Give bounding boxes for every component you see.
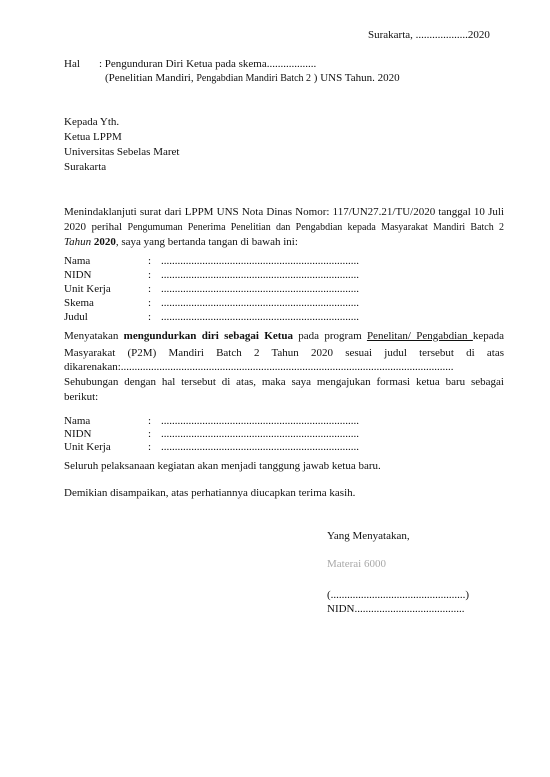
form-label: Unit Kerja bbox=[64, 283, 111, 295]
recipient-line1: Kepada Yth. bbox=[64, 116, 120, 128]
intro-line2: 2020 perihal Pengumuman Penerima Penelitian dan Pengabdian kepada Masyarakat Mandiri Batch 2 bbox=[64, 221, 504, 233]
form-fill-line: ........................................................................ bbox=[161, 428, 359, 440]
form-label: Judul bbox=[64, 311, 88, 323]
form-label: Skema bbox=[64, 297, 94, 309]
recipient-line3: Universitas Sebelas Maret bbox=[64, 146, 180, 158]
form-label: NIDN bbox=[64, 269, 92, 281]
closing-line2: Demikian disampaikan, atas perhatiannya diucapkan terima kasih. bbox=[64, 487, 356, 499]
statement-line4: Sehubungan dengan hal tersebut di atas, maka saya mengajukan formasi ketua baru sebagai bbox=[64, 376, 504, 388]
statement-line3: dikarenakan:......................................................................................................................... bbox=[64, 361, 454, 373]
letter-page: Surakarta, ...................2020 Hal : Pengunduran Diri Ketua pada skema.................. (Penelitian Mandiri, Pengabdian Mandiri Batch 2 ) UNS Tahun. 2020 Kepada Yth. Ketua LPPM Universitas Sebelas Maret Surakarta Menindaklanjuti surat dari LPPM UNS Nota Dinas Nomor: 117/UN27.21/TU/2020 tanggal 10 Juli 2020 perihal Pengumuman Penerima Penelitian dan Pengabdian kepada Masyarakat Mandiri Batch 2 Tahun 2020, saya yang bertanda tangan di bawah ini: Nama : ........................................................................ NIDN : ........................................................................ Unit Kerja : ........................................................................ Skema : ........................................................................ Judul : ........................................................................ Menyatakan mengundurkan diri sebagai Ketua pada program Penelitan/ Pengabdian kepada Masyarakat (P2M) Mandiri Batch 2 Tahun 2020 sesuai judul tersebut di atas dikarenakan:......................................................................................................................... Sehubungan dengan hal tersebut di atas, maka saya mengajukan formasi ketua baru sebagai berikut: Nama : ........................................................................ NIDN : ........................................................................ Unit Kerja : ........................................................................ Seluruh pelaksanaan kegiatan akan menjadi tanggung jawab ketua baru. Demikian disampaikan, atas perhatiannya diucapkan terima kasih. Yang Menyatakan, Materai 6000 (.................................................) NIDN........................................ bbox=[64, 29, 505, 615]
subject-label: Hal bbox=[64, 58, 80, 70]
signature-name: (.................................................) bbox=[327, 589, 470, 601]
form-label: Unit Kerja bbox=[64, 441, 111, 453]
statement-line2: Masyarakat (P2M) Mandiri Batch 2 Tahun 2020 sesuai judul tersebut di atas bbox=[64, 347, 504, 359]
signature-nidn: NIDN........................................ bbox=[327, 603, 465, 615]
stamp-placeholder: Materai 6000 bbox=[327, 558, 386, 570]
form-fill-line: ........................................................................ bbox=[161, 441, 359, 453]
intro-line3: Tahun 2020, saya yang bertanda tangan di bawah ini: bbox=[64, 236, 298, 248]
form-label: Nama bbox=[64, 255, 91, 267]
subject-line2: (Penelitian Mandiri, Pengabdian Mandiri Batch 2 ) UNS Tahun. 2020 bbox=[105, 72, 400, 84]
form-label: Nama bbox=[64, 415, 91, 427]
intro-line1: Menindaklanjuti surat dari LPPM UNS Nota Dinas Nomor: 117/UN27.21/TU/2020 tanggal 10 Juli bbox=[64, 206, 504, 218]
form-fill-line: ........................................................................ bbox=[161, 311, 359, 323]
form-label: NIDN bbox=[64, 428, 92, 440]
statement-line5: berikut: bbox=[64, 391, 99, 403]
form-fill-line: ........................................................................ bbox=[161, 415, 359, 427]
recipient-line4: Surakarta bbox=[64, 161, 107, 173]
closing-line1: Seluruh pelaksanaan kegiatan akan menjadi tanggung jawab ketua baru. bbox=[64, 460, 381, 472]
form-fill-line: ........................................................................ bbox=[161, 269, 359, 281]
form-fill-line: ........................................................................ bbox=[161, 283, 359, 295]
subject-line1: : Pengunduran Diri Ketua pada skema.................. bbox=[99, 58, 317, 70]
signature-title: Yang Menyatakan, bbox=[327, 530, 410, 542]
form-fill-line: ........................................................................ bbox=[161, 297, 359, 309]
statement-line1: Menyatakan mengundurkan diri sebagai Ketua pada program Penelitan/ Pengabdian kepada bbox=[64, 330, 505, 342]
place-date: Surakarta, ...................2020 bbox=[368, 29, 490, 41]
recipient-line2: Ketua LPPM bbox=[64, 131, 122, 143]
form-fill-line: ........................................................................ bbox=[161, 255, 359, 267]
